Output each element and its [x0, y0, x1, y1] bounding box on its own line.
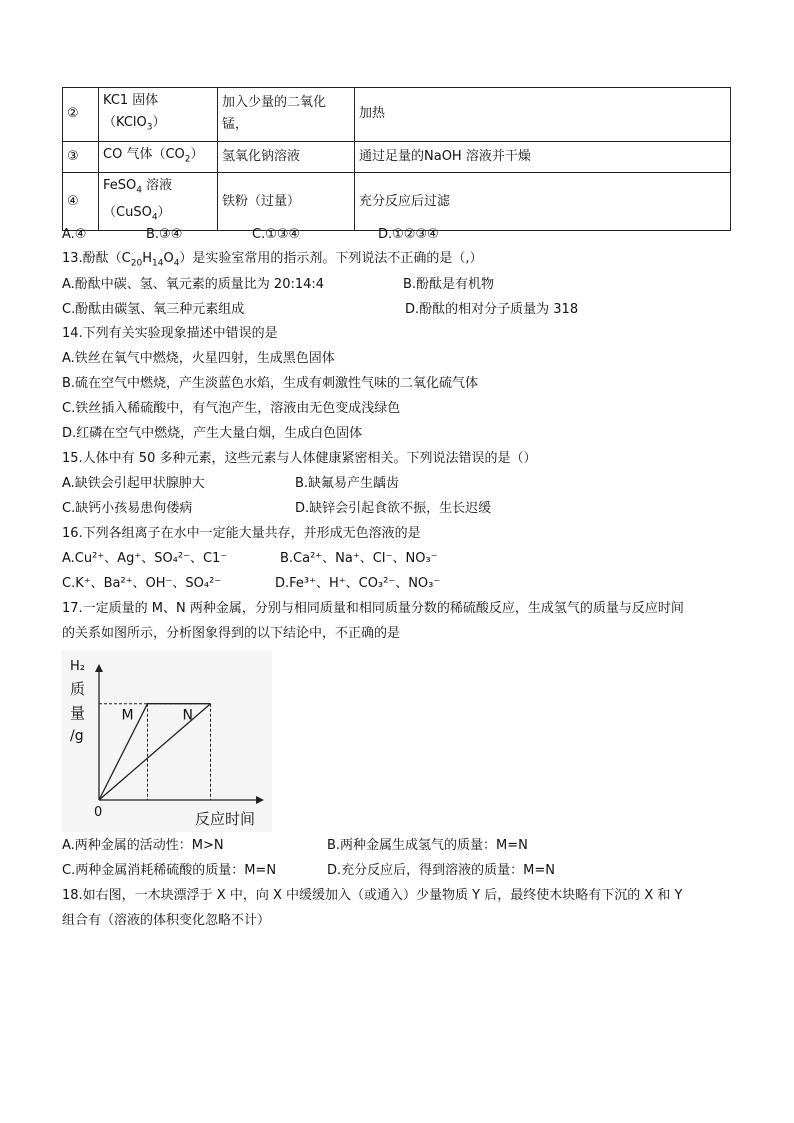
- q17-option-b: B.两种金属生成氢气的质量：M=N: [327, 838, 528, 853]
- q14-option-c: C.铁丝插入稀硫酸中，有气泡产生，溶液由无色变成浅绿色: [62, 401, 401, 416]
- q17-stem-line2: 的关系如图所示，分析图象得到的以下结论中，不正确的是: [62, 626, 401, 641]
- q17-option-d: D.充分反应后，得到溶液的质量：M=N: [327, 863, 555, 878]
- q12-option-c: C.①③④: [252, 227, 301, 242]
- q16-option-a: A.Cu²⁺、Ag⁺、SO₄²⁻、C1⁻: [62, 551, 228, 566]
- q18-stem-line2: 组合有（溶液的体积变化忽略不计）: [62, 913, 271, 928]
- q14-stem: 14.下列有关实验现象描述中错误的是: [62, 326, 278, 341]
- origin-label: 0: [94, 805, 103, 820]
- q13-stem: 13.酚酞$(C_{20}H_{14}O_4)$是实验室常用的指示剂。下列说法不正确的是（,）: [62, 251, 483, 269]
- method-cell: 加热: [355, 88, 731, 142]
- separation-table: [62, 87, 731, 231]
- q16-option-c: C.K⁺、Ba²⁺、OH⁻、SO₄²⁻: [62, 576, 222, 591]
- q12-option-a: A.④: [62, 227, 87, 242]
- q15-option-b: B.缺氟易产生龋齿: [295, 476, 400, 491]
- y-axis-label-h2: H₂: [70, 659, 85, 674]
- q16-option-d: D.Fe³⁺、H⁺、CO₃²⁻、NO₃⁻: [275, 576, 441, 591]
- q17-option-c: C.两种金属消耗稀硫酸的质量：M=N: [62, 863, 277, 878]
- q12-option-d: D.①②③④: [378, 227, 439, 242]
- q14-option-a: A.铁丝在氧气中燃烧，火星四射，生成黑色固体: [62, 351, 335, 366]
- row-number: ③: [63, 141, 99, 173]
- q16-option-b: B.Ca²⁺、Na⁺、CI⁻、NO₃⁻: [280, 551, 438, 566]
- substance-cell: KC1 固体 （KClO$_3$）: [99, 88, 218, 142]
- reagent-cell: 铁粉（过量）: [218, 173, 355, 231]
- substance-cell: FeSO$_4$ 溶液 （CuSO$_4$）: [99, 173, 218, 231]
- q13-option-b: B.酚酞是有机物: [403, 277, 495, 292]
- q15-option-d: D.缺锌会引起食欲不振，生长迟缓: [295, 501, 492, 516]
- q15-stem: 15.人体中有 50 多种元素，这些元素与人体健康紧密相关。下列说法错误的是（）: [62, 451, 537, 466]
- series-label-m: M: [121, 707, 134, 724]
- q12-option-b: B.③④: [146, 227, 183, 242]
- method-cell: 充分反应后过滤: [355, 173, 731, 231]
- y-axis-label-2: 量: [70, 704, 86, 722]
- row-number: ④: [63, 173, 99, 231]
- hydrogen-mass-chart: [62, 650, 272, 832]
- q17-option-a: A.两种金属的活动性：M>N: [62, 838, 224, 853]
- series-label-n: N: [182, 707, 193, 724]
- q16-stem: 16.下列各组离子在水中一定能大量共存，并形成无色溶液的是: [62, 526, 421, 541]
- chart-svg: [62, 650, 272, 832]
- q15-option-c: C.缺钙小孩易患佝偻病: [62, 501, 193, 516]
- x-axis-label: 反应时间: [195, 810, 256, 828]
- y-axis-label-1: 质: [70, 680, 86, 698]
- q13-option-c: C.酚酞由碳氢、氧三种元素组成: [62, 302, 245, 317]
- method-cell: 通过足量的NaOH 溶液并干燥: [355, 141, 731, 173]
- q18-stem-line1: 18.如右图，一木块漂浮于 X 中，向 X 中缓缓加入（或通入）少量物质 Y 后，最终使木块略有下沉的 X 和 Y: [62, 888, 683, 903]
- q14-option-b: B.硫在空气中燃烧，产生淡蓝色水焰，生成有刺激性气味的二氧化硫气体: [62, 376, 479, 391]
- q13-option-a: A.酚酞中碳、氢、氧元素的质量比为 20:14:4: [62, 277, 325, 292]
- q15-option-a: A.缺铁会引起甲状腺肿大: [62, 476, 205, 491]
- q13-option-d: D.酚酞的相对分子质量为 318: [405, 302, 579, 317]
- q14-option-d: D.红磷在空气中燃烧，产生大量白烟，生成白色固体: [62, 426, 363, 441]
- substance-cell: CO 气体$(CO_2)$: [99, 141, 218, 173]
- reagent-cell: 氢氧化钠溶液: [218, 141, 355, 173]
- reagent-cell: 加入少量的二氧化 锰，: [218, 88, 355, 142]
- table-row: [63, 88, 731, 142]
- table-row: [63, 173, 731, 231]
- q17-stem-line1: 17.一定质量的 M、N 两种金属，分别与相同质量和相同质量分数的稀硫酸反应，生成氢气的质量与反应时间: [62, 601, 684, 616]
- row-number: ②: [63, 88, 99, 142]
- y-axis-label-unit: /g: [70, 728, 84, 744]
- table-row: [63, 141, 731, 173]
